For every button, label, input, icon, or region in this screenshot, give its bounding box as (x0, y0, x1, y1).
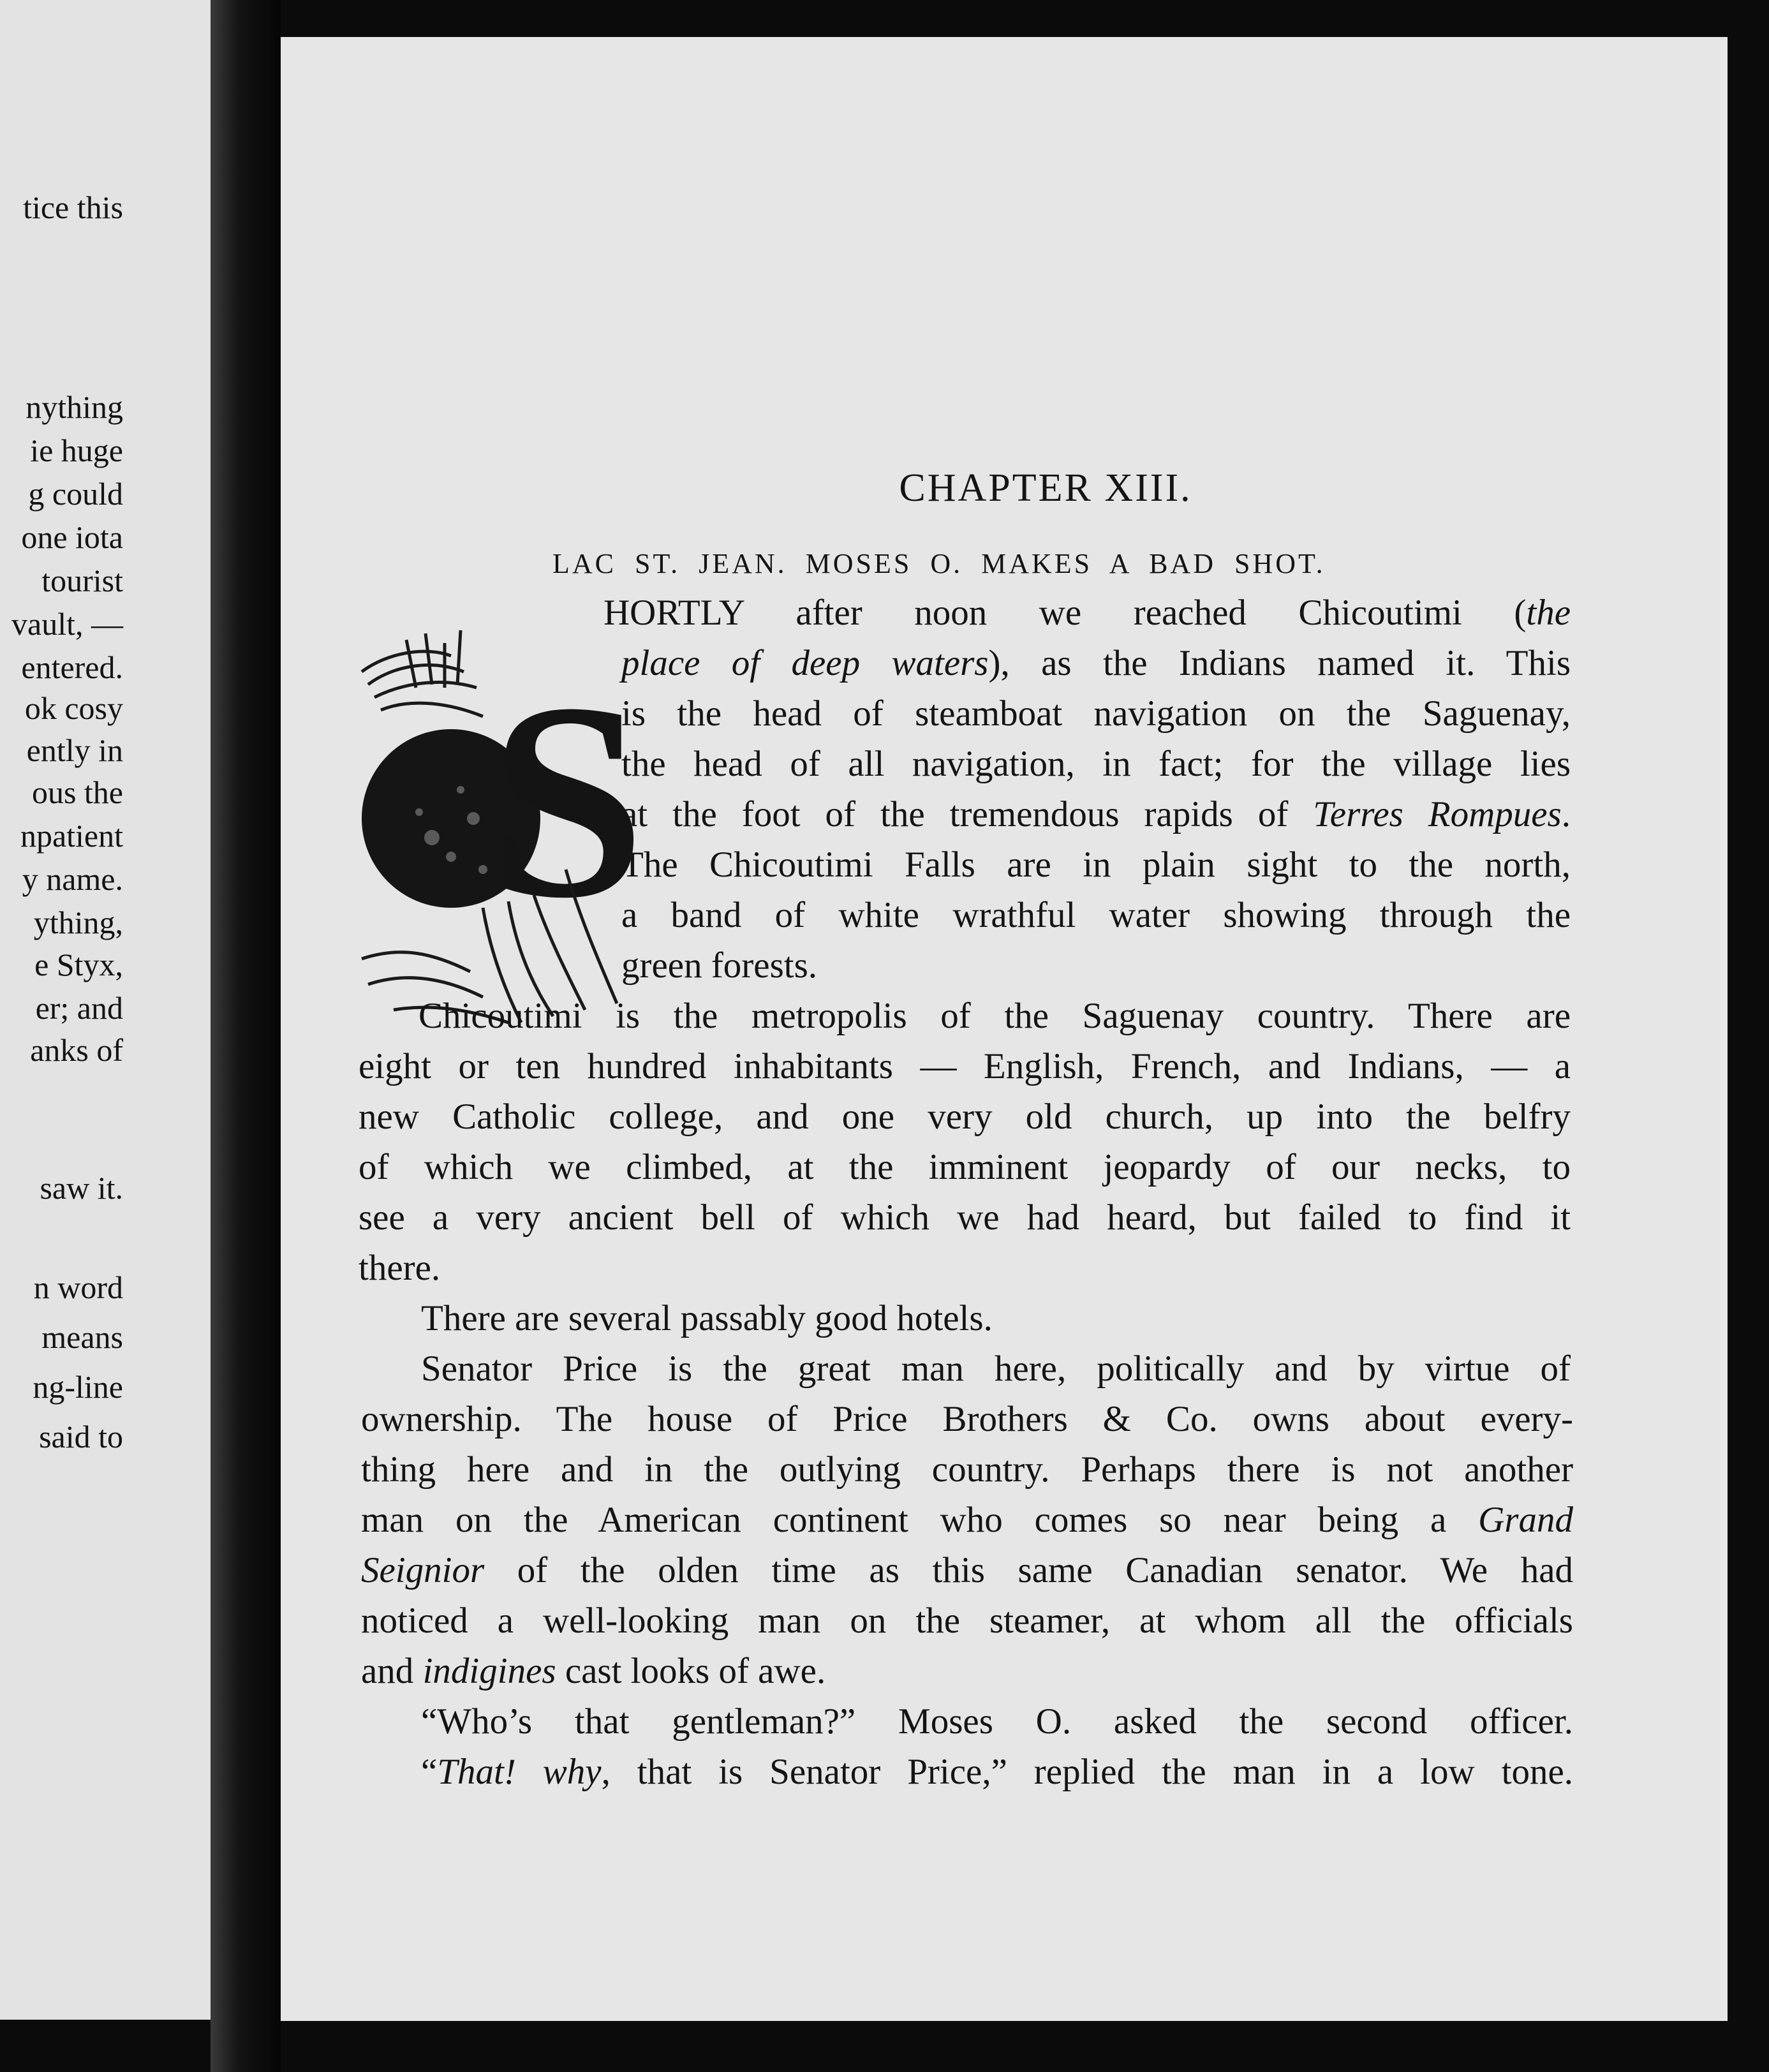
italic-run: That! why (437, 1752, 602, 1792)
facing-page-line: vault, — (11, 606, 123, 642)
facing-page-line: one iota (21, 519, 123, 555)
text-line (603, 591, 1571, 635)
text-run: at the foot of the tremendous rapids of (621, 794, 1314, 834)
text-line (621, 792, 1571, 837)
text-line (359, 1195, 1571, 1240)
text-run: and (361, 1651, 423, 1691)
facing-page-line: tourist (41, 563, 123, 598)
facing-page-line: n word (33, 1269, 123, 1305)
facing-page-line: ous the (31, 774, 123, 810)
text-run: eight or ten hundred inhabitants — English, French, and Indians, — a (359, 1046, 1571, 1086)
book-page (281, 37, 1728, 2021)
italic-run: Terres Rompues (1313, 794, 1562, 834)
text-run: is the head of steamboat navigation on the Saguenay, (621, 693, 1571, 734)
text-run: a band of white wrathful water showing through the (621, 895, 1571, 935)
facing-page-line: ng-line (33, 1369, 123, 1405)
text-line (421, 1750, 1573, 1795)
text-line (621, 944, 1571, 988)
facing-page-line: means (41, 1319, 123, 1355)
facing-page-line: anks of (30, 1032, 123, 1068)
facing-page-line: saw it. (40, 1170, 123, 1206)
text-line (621, 893, 1571, 938)
text-line (361, 1649, 1573, 1694)
text-line (359, 1095, 1571, 1139)
text-line (621, 692, 1571, 736)
drop-cap-letter: S (489, 646, 646, 956)
book-gutter (211, 0, 281, 2072)
italic-run: indigines (422, 1651, 556, 1691)
text-line (621, 843, 1571, 887)
text-run: “Who’s that gentleman?” Moses O. asked the second officer. (421, 1701, 1573, 1742)
facing-page-line: entered. (21, 649, 123, 685)
text-run: Chicoutimi is the metropolis of the Saguenay country. There are (418, 996, 1571, 1036)
text-line (421, 1699, 1573, 1744)
decorative-initial-s-icon (355, 627, 646, 1030)
text-run: man on the American continent who comes so near being a (361, 1500, 1479, 1540)
text-run: thing here and in the outlying country. Perhaps there is not another (361, 1449, 1573, 1490)
facing-page-line: said to (39, 1419, 123, 1454)
facing-page-line: tice this (23, 189, 123, 225)
text-line (359, 1246, 1571, 1291)
text-run: green forests. (621, 945, 818, 986)
facing-page-line: ie huge (30, 433, 123, 468)
text-run: the head of all navigation, in fact; for the village lies (621, 744, 1571, 784)
text-line (361, 1447, 1573, 1492)
chapter-subtitle: LAC ST. JEAN. MOSES O. MAKES A BAD SHOT. (552, 548, 1326, 579)
italic-run: Seignior (361, 1550, 485, 1590)
text-line (359, 1145, 1571, 1190)
facing-page-line: ok cosy (24, 690, 123, 726)
text-run: , that is Senator Price,” replied the man in a low tone. (601, 1752, 1573, 1792)
italic-run: the (1526, 593, 1571, 633)
facing-page-line: ything, (33, 905, 123, 940)
text-run: The Chicoutimi Falls are in plain sight to the north, (621, 845, 1571, 885)
facing-page-line: er; and (35, 990, 123, 1026)
text-run: noticed a well-looking man on the steamer, at whom all the officials (361, 1601, 1573, 1641)
text-run: “ (421, 1752, 438, 1792)
text-line (418, 994, 1571, 1039)
text-run: new Catholic college, and one very old church, up into the belfry (359, 1097, 1571, 1137)
chapter-title: CHAPTER XIII. (899, 466, 1192, 510)
text-line (361, 1548, 1573, 1593)
text-run: of the olden time as this same Canadian senator. We had (484, 1550, 1573, 1590)
text-run: see a very ancient bell of which we had heard, but failed to find it (359, 1197, 1571, 1238)
facing-page-line: e Styx, (34, 947, 123, 982)
text-run: . (1561, 794, 1571, 834)
text-line (421, 1296, 1571, 1341)
text-run: HORTLY after noon we reached Chicoutimi ( (603, 593, 1527, 633)
text-run: there. (359, 1248, 441, 1288)
text-line (359, 1044, 1571, 1089)
text-line (621, 742, 1571, 787)
text-line (361, 1397, 1573, 1442)
text-run: Senator Price is the great man here, politically and by virtue of (421, 1349, 1571, 1389)
italic-run: Grand (1478, 1500, 1573, 1540)
text-line (621, 641, 1571, 686)
text-line (361, 1498, 1573, 1543)
facing-page-line: g could (28, 476, 123, 512)
text-line (421, 1347, 1571, 1391)
text-run: ), as the Indians named it. This (988, 643, 1571, 683)
text-run: cast looks of awe. (556, 1651, 826, 1691)
text-run: of which we climbed, at the imminent jeopardy of our necks, to (359, 1147, 1571, 1187)
text-run: ownership. The house of Price Brothers & Co. owns about every- (361, 1399, 1573, 1439)
facing-page-line: npatient (20, 818, 123, 854)
facing-page (0, 0, 220, 2020)
italic-run: place of deep waters (621, 643, 989, 683)
text-line (361, 1599, 1573, 1643)
facing-page-line: y name. (22, 861, 123, 897)
facing-page-line: ently in (26, 732, 123, 768)
text-run: There are several passably good hotels. (421, 1298, 993, 1338)
facing-page-line: nything (26, 389, 123, 425)
